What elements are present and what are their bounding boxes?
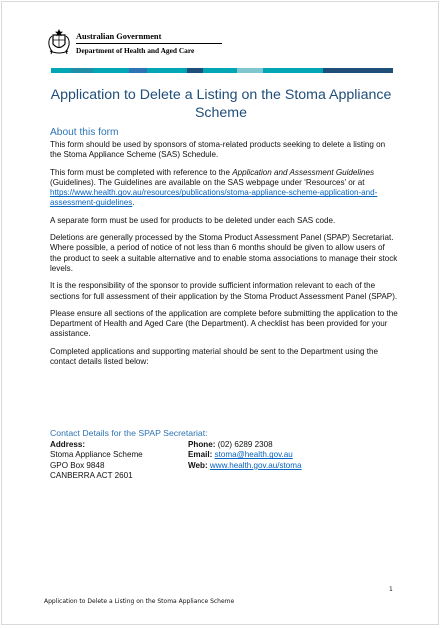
logo-divider — [76, 43, 222, 44]
stripe-segment — [237, 68, 263, 73]
stripe-segment — [263, 68, 323, 73]
stripe-segment — [71, 68, 93, 73]
phone-value: (02) 6289 2308 — [217, 440, 273, 449]
stripe-segment — [203, 68, 237, 73]
paragraph-responsibility: It is the responsibility of the sponsor to provide sufficient information relevant to each of the sections for full assessment of their application by the Stoma Product Assessment Panel (SPAP). — [50, 281, 398, 301]
stripe-segment — [51, 68, 71, 73]
guidelines-text-mid: (Guidelines). The Guidelines are available on the SAS webpage under ‘Resources’ or at — [50, 177, 365, 187]
contact-methods — [188, 440, 398, 471]
paragraph-submission: Completed applications and supporting material should be sent to the Department using the contact details listed below: — [50, 346, 378, 367]
guidelines-text-end: . — [132, 198, 135, 208]
stripe-segment — [129, 68, 147, 73]
stripe-segment — [147, 68, 187, 73]
government-logo-text — [76, 32, 222, 55]
email-label: Email: — [188, 450, 213, 460]
paragraph-purpose: This form should be used by sponsors of stoma-related products seeking to delete a listing on the Stoma Appliance Scheme (SAS) Schedule. — [50, 140, 386, 160]
document-title: Application to Delete a Listing on the Stoma Appliance Scheme — [50, 87, 392, 121]
australian-coat-of-arms-icon — [47, 27, 71, 55]
stripe-segment — [93, 68, 129, 73]
address-block — [50, 440, 188, 482]
address-label: Address: — [50, 440, 86, 449]
paragraph-separate-form: A separate form must be used for products to be deleted under each SAS code. — [50, 215, 336, 225]
footer-title: Application to Delete a Listing on the Stoma Appliance Scheme — [44, 598, 235, 605]
address-line: Stoma Appliance Scheme — [50, 450, 143, 460]
paragraph-checklist: Please ensure all sections of the application are complete before submitting the application to the Department of Health and Aged Care (the Department). A checklist has been provided for your assistance. — [50, 308, 398, 339]
stripe-segment — [323, 68, 393, 73]
web-label: Web: — [188, 460, 208, 470]
government-name: Australian Government — [76, 32, 162, 41]
email-link[interactable]: stoma@health.gov.au — [214, 450, 293, 460]
guidelines-link[interactable]: https://www.health.gov.au/resources/publications/stoma-appliance-scheme-application-and-assessment-guidelines — [50, 188, 378, 208]
section-heading-about: About this form — [50, 127, 119, 138]
paragraph-deletions: Deletions are generally processed by the Stoma Product Assessment Panel (SPAP) Secretariat. Where possible, a period of notice of not less than 6 months should be given to allow users of the product to seek a suitable alternative and to enable stoma associations to manage their stock levels. — [50, 233, 398, 273]
contact-heading: Contact Details for the SPAP Secretariat: — [50, 428, 208, 438]
about-content — [50, 140, 398, 374]
department-name: Department of Health and Aged Care — [76, 46, 195, 55]
address-line: GPO Box 9848 — [50, 460, 105, 470]
header-color-stripe — [51, 68, 393, 73]
page-number: 1 — [389, 586, 393, 593]
guidelines-text-start: This form must be completed with reference to the — [50, 167, 233, 177]
address-line: CANBERRA ACT 2601 — [50, 471, 133, 481]
guidelines-title: Application and Assessment Guidelines — [232, 167, 375, 177]
stripe-segment — [187, 68, 203, 73]
web-link[interactable]: www.health.gov.au/stoma — [209, 460, 302, 470]
phone-label: Phone: — [188, 440, 216, 449]
paragraph-guidelines — [50, 168, 398, 209]
